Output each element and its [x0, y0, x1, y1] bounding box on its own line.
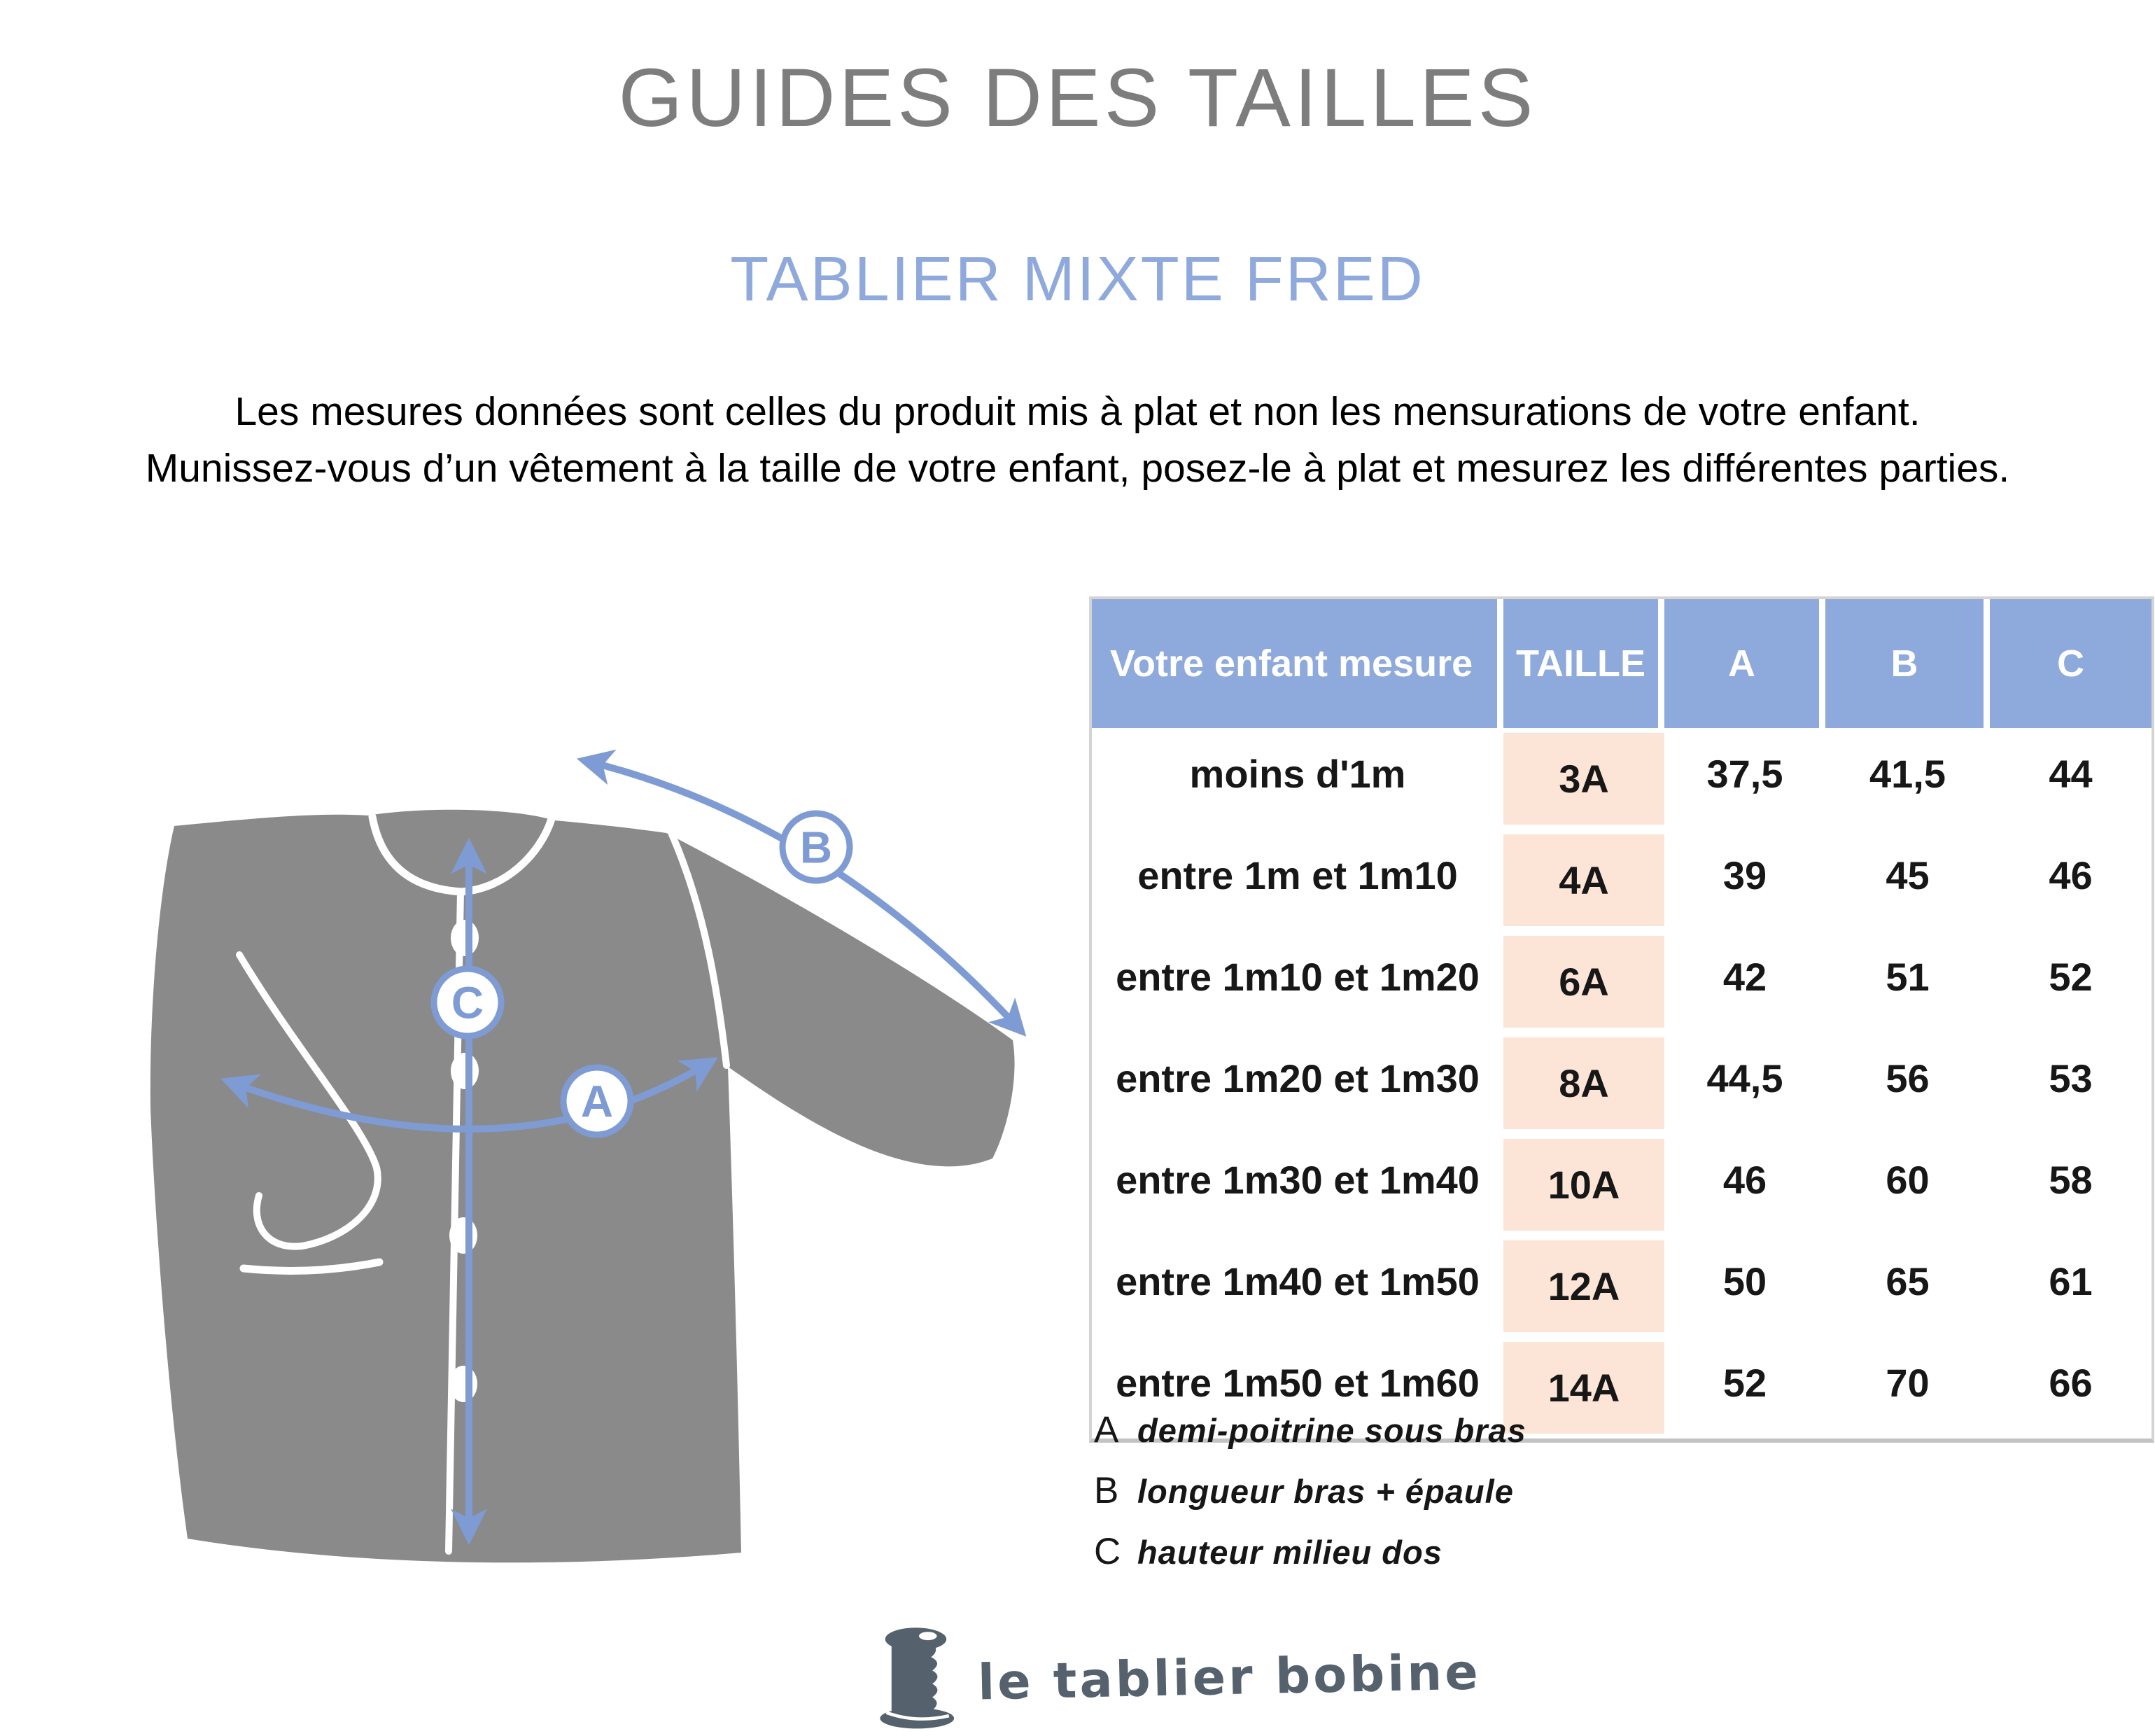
- smock-silhouette: [150, 810, 1015, 1563]
- table-cell-c: 58: [2049, 1158, 2093, 1202]
- table-cell-taille: 4A: [1503, 830, 1664, 931]
- table-cell-mesure: entre 1m et 1m10: [1137, 853, 1458, 897]
- table-cell-taille: 3A: [1503, 728, 1664, 830]
- table-cell-taille: 12A: [1503, 1236, 1664, 1337]
- table-cell-mesure: moins d'1m: [1189, 752, 1406, 796]
- table-cell-taille: 14A: [1503, 1337, 1664, 1438]
- table-cell-a: 46: [1722, 1158, 1767, 1202]
- intro-line-1: Les mesures données sont celles du produit mis à plat et non les mensurations de votre enfant.: [234, 389, 1921, 434]
- intro-line-2: Munissez-vous d’un vêtement à la taille de votre enfant, posez-le à plat et mesurez les différentes parties.: [145, 446, 2010, 491]
- table-cell-c: 53: [2049, 1056, 2093, 1100]
- table-cell-b: 70: [1886, 1361, 1930, 1405]
- table-cell-mesure: entre 1m40 et 1m50: [1116, 1259, 1480, 1303]
- table-cell-b: 65: [1886, 1259, 1930, 1303]
- table-cell-c: 66: [2049, 1361, 2093, 1405]
- column-header-b: B: [1825, 599, 1990, 728]
- brand-logo: [870, 1623, 1481, 1731]
- legend-letter: B: [1094, 1470, 1119, 1511]
- label-a: A: [580, 1076, 614, 1127]
- legend-label: longueur bras + épaule: [1137, 1473, 1514, 1510]
- table-cell-a: 42: [1722, 955, 1767, 999]
- table-cell-a: 50: [1722, 1259, 1767, 1303]
- table-cell-b: 60: [1886, 1158, 1930, 1202]
- table-cell-a: 37,5: [1706, 752, 1783, 796]
- brand-logo-text: le tablier bobine: [977, 1642, 1482, 1712]
- table-cell-mesure: entre 1m50 et 1m60: [1116, 1361, 1480, 1405]
- table-cell-taille: 8A: [1503, 1032, 1664, 1134]
- product-subtitle: TABLIER MIXTE FRED: [730, 244, 1425, 314]
- table-cell-b: 41,5: [1869, 752, 1946, 796]
- table-cell-taille: 6A: [1503, 931, 1664, 1032]
- legend-letter: C: [1094, 1531, 1121, 1572]
- table-cell-b: 45: [1886, 853, 1930, 897]
- page-title: GUIDES DES TAILLES: [618, 52, 1537, 144]
- table-cell-a: 39: [1722, 853, 1767, 897]
- intro-paragraph: [0, 384, 2155, 497]
- label-c: C: [451, 977, 484, 1028]
- table-cell-c: 52: [2049, 955, 2093, 999]
- garment-measurement-diagram: [56, 714, 1071, 1596]
- thread-spool-icon: [870, 1623, 968, 1731]
- legend-item-a: [1094, 1408, 1526, 1451]
- legend-label: hauteur milieu dos: [1137, 1534, 1442, 1571]
- table-cell-a: 44,5: [1706, 1056, 1783, 1100]
- legend-letter: A: [1094, 1409, 1119, 1450]
- measurement-legend: [1094, 1408, 1526, 1591]
- label-b: B: [799, 822, 833, 873]
- table-cell-mesure: entre 1m20 et 1m30: [1116, 1056, 1480, 1100]
- legend-label: demi-poitrine sous bras: [1137, 1412, 1526, 1449]
- table-cell-taille: 10A: [1503, 1134, 1664, 1236]
- table-cell-c: 44: [2049, 752, 2093, 796]
- column-header-c: C: [1990, 599, 2152, 728]
- column-header-taille: TAILLE: [1503, 599, 1664, 728]
- table-cell-a: 52: [1722, 1361, 1767, 1405]
- table-cell-c: 46: [2049, 853, 2093, 897]
- size-table: [1089, 596, 2154, 1443]
- table-cell-b: 56: [1886, 1056, 1930, 1100]
- table-cell-mesure: entre 1m10 et 1m20: [1116, 955, 1480, 999]
- column-header-a: A: [1664, 599, 1825, 728]
- legend-item-b: [1094, 1469, 1526, 1512]
- column-header-mesure: Votre enfant mesure: [1092, 599, 1503, 728]
- legend-item-c: [1094, 1530, 1526, 1573]
- table-cell-b: 51: [1886, 955, 1930, 999]
- table-cell-c: 61: [2049, 1259, 2093, 1303]
- table-cell-mesure: entre 1m30 et 1m40: [1116, 1158, 1480, 1202]
